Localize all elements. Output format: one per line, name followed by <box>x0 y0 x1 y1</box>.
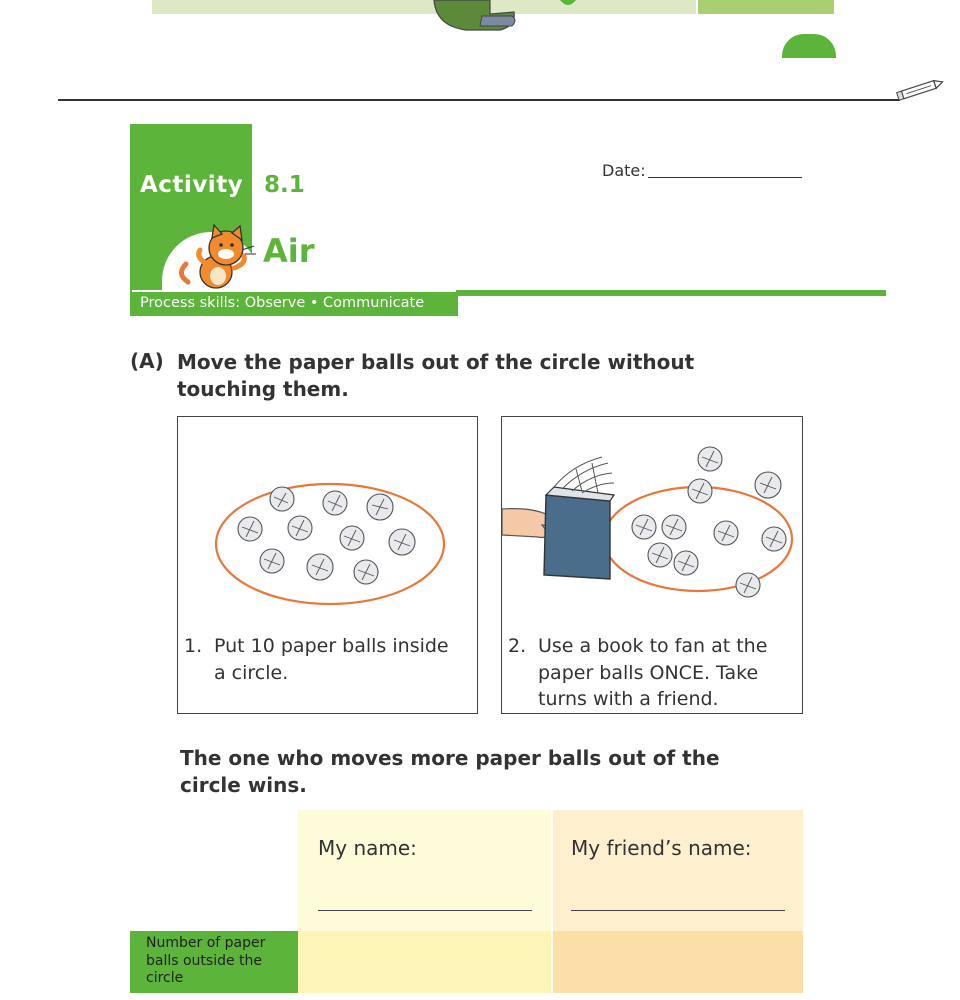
step-2-text: Use a book to fan at the paper balls ONCE. Take turns with a friend. <box>538 635 768 710</box>
step-1-number: 1. <box>184 635 203 657</box>
activity-title: Air <box>263 232 315 270</box>
my-name-cell <box>298 810 551 931</box>
child-figure-fragment <box>430 0 520 32</box>
header-underline <box>456 290 886 296</box>
page-rule <box>58 99 900 101</box>
process-skills-text: Process skills: Observe • Communicate <box>140 295 425 311</box>
section-a-label: (A) <box>130 349 164 373</box>
date-label: Date: <box>602 161 646 180</box>
top-illustration-strip <box>152 0 696 14</box>
row-label-text: Number of paper balls outside the circle <box>146 935 266 986</box>
winner-rule-text: The one who moves more paper balls out of the circle wins. <box>180 746 720 797</box>
my-name-label: My name: <box>318 836 417 860</box>
pencil-icon <box>896 76 946 104</box>
step-1-panel <box>177 416 478 714</box>
section-a-instruction: Move the paper balls out of the circle without touching them. <box>177 350 695 401</box>
circle-with-paper-balls-illustration <box>212 479 448 609</box>
page-tab-decoration <box>782 34 836 58</box>
cat-mascot-icon <box>174 224 266 290</box>
friend-name-cell <box>553 810 803 931</box>
leaf-fragment <box>558 0 578 8</box>
activity-number: 8.1 <box>264 172 305 198</box>
step-2-panel <box>501 416 803 714</box>
top-illustration-strip-right <box>698 0 834 14</box>
step-2-number: 2. <box>508 635 527 657</box>
my-count-cell[interactable] <box>298 931 551 993</box>
friend-name-field[interactable] <box>571 910 785 911</box>
friend-count-cell[interactable] <box>553 931 803 993</box>
activity-label: Activity <box>140 172 244 198</box>
activity-badge-edge <box>130 124 132 316</box>
date-field[interactable] <box>648 177 802 178</box>
my-name-field[interactable] <box>318 910 532 911</box>
step-1-text: Put 10 paper balls inside a circle. <box>214 635 449 684</box>
friend-name-label: My friend’s name: <box>571 836 752 860</box>
book-fanning-paper-balls-illustration <box>502 443 800 613</box>
